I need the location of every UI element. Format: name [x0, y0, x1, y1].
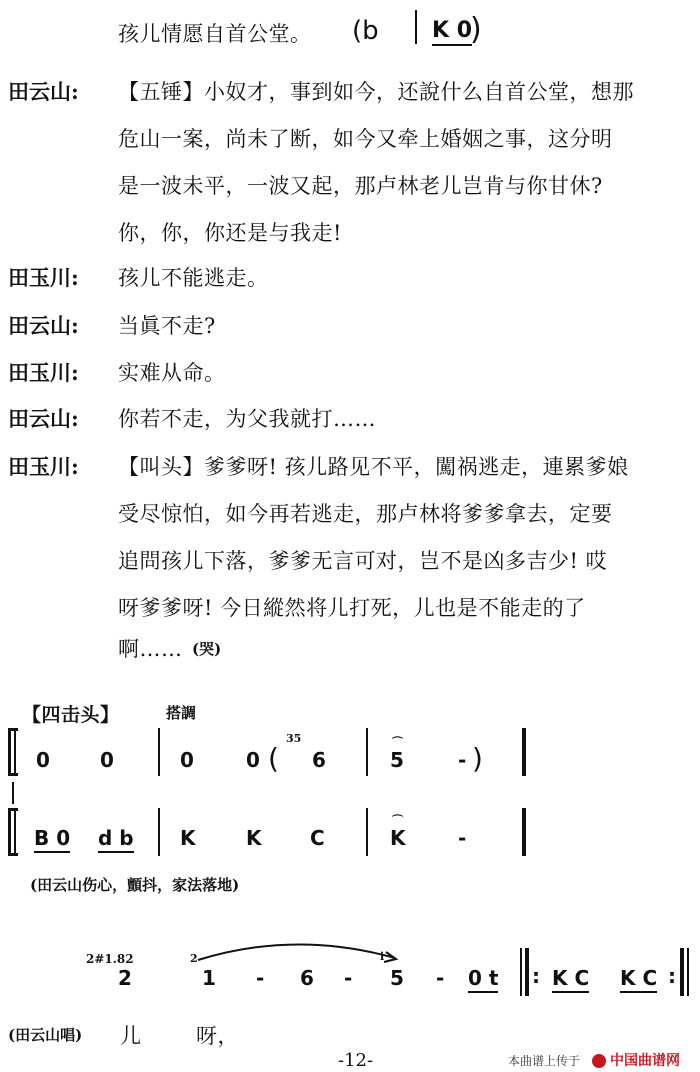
melody-note: 5 [390, 966, 404, 990]
fermata-icon: ⌒ [392, 736, 403, 749]
barline [415, 10, 417, 44]
melody-dash: - [344, 966, 353, 990]
system-bracket [8, 808, 11, 856]
repeat-barline [525, 948, 529, 996]
melody-note: 0 [180, 748, 194, 772]
melody-note: 6 [312, 748, 326, 772]
dialogue-line: 【叫头】爹爹呀! 孩儿路见不平，闖祸逃走，連累爹娘 [118, 455, 629, 479]
repeat-dots-icon: : [668, 964, 676, 988]
barline [158, 728, 160, 776]
lyric: 呀， [196, 1024, 239, 1048]
dialogue-line: 是一波未平，一波又起，那卢林老儿岂肯与你甘休? [118, 174, 603, 198]
end-barline [522, 728, 526, 776]
footer-logo: 中国曲谱网 [610, 1053, 680, 1069]
perc-beat: B 0 [34, 826, 70, 853]
melody-note: 0 [36, 748, 50, 772]
section-note: 搭調 [166, 704, 197, 722]
perc-beat: K C [552, 966, 589, 993]
speaker-label: 田玉川: [8, 265, 79, 290]
perc-dash: - [458, 826, 467, 850]
notation-open: (b [352, 16, 379, 46]
slur-icon [190, 930, 410, 970]
end-barline [522, 808, 526, 856]
stage-direction: (哭) [192, 640, 222, 658]
melody-note: 0 [246, 748, 260, 772]
barline [687, 948, 689, 996]
notation-close: ) [470, 12, 482, 47]
paren-open: ( [268, 742, 279, 775]
system-bracket [8, 773, 18, 776]
dialogue-line: 呀爹爹呀! 今日縱然将儿打死，儿也是不能走的了 [118, 596, 586, 620]
grace-notes: 35 [286, 732, 302, 745]
system-bracket [8, 808, 18, 811]
page-number: -12- [338, 1050, 374, 1071]
melody-dash: - [436, 966, 445, 990]
barline [520, 948, 522, 996]
barline [366, 728, 368, 776]
notation-k0: K 0 [432, 18, 472, 46]
perc-beat: C [310, 826, 325, 850]
section-label: 【四击头】 [22, 704, 120, 726]
system-bracket [8, 728, 18, 731]
paren-close: ) [472, 742, 483, 775]
system-bracket [14, 728, 16, 776]
melody-note: 6 [300, 966, 314, 990]
perc-beat: 0 t [468, 966, 498, 993]
perc-beat: K [390, 826, 406, 850]
dialogue-line: 孩儿不能逃走。 [118, 266, 269, 290]
system-bracket [14, 808, 16, 856]
repeat-dots-icon: : [532, 964, 540, 988]
dialogue-line: 危山一案，尚未了断，如今又牵上婚姻之事，这分明 [118, 127, 613, 151]
dialogue-line: 【五锤】小奴才，事到如今，还說什么自首公堂，想那 [118, 80, 634, 104]
melody-note: 5 [390, 748, 404, 772]
speaker-label: 田云山: [8, 406, 79, 431]
speaker-label: 田玉川: [8, 454, 79, 479]
dialogue-line: 啊…… [118, 637, 183, 661]
system-bracket [8, 853, 18, 856]
dialogue-line: 实难从命。 [118, 361, 226, 385]
perc-beat: d b [98, 826, 134, 853]
speaker-label: 田云山: [8, 313, 79, 338]
fermata-icon: ⌒ [392, 814, 403, 827]
barline [158, 808, 160, 856]
grace-notes: i [380, 950, 385, 963]
melody-note: 1 [202, 966, 216, 990]
stage-direction: (田云山伤心，顫抖，家法落地) [30, 876, 240, 894]
melody-dash: - [458, 748, 467, 772]
melody-note: 2 [118, 966, 132, 990]
dialogue-line: 孩儿情愿自首公堂。 [118, 22, 312, 46]
system-connector [12, 782, 14, 804]
perc-beat: K [246, 826, 262, 850]
perc-beat: K C [620, 966, 657, 993]
melody-note: 0 [100, 748, 114, 772]
dialogue-line: 你若不走，为父我就打…… [118, 407, 376, 431]
lyric: 儿 [120, 1024, 142, 1048]
singer-label: (田云山唱) [8, 1026, 83, 1044]
grace-notes: 2#1.82 [86, 952, 134, 966]
perc-beat: K [180, 826, 196, 850]
grace-notes: 2 [190, 952, 198, 965]
footer-text: 本曲谱上传于 [508, 1054, 581, 1068]
repeat-barline [680, 948, 684, 996]
system-bracket [8, 728, 11, 776]
logo-icon [592, 1050, 606, 1069]
speaker-label: 田玉川: [8, 360, 79, 385]
dialogue-line: 当眞不走? [118, 314, 216, 338]
dialogue-line: 受尽惊怕，如今再若逃走，那卢林将爹爹拿去，定要 [118, 502, 613, 526]
barline [366, 808, 368, 856]
melody-dash: - [256, 966, 265, 990]
dialogue-line: 追問孩儿下落，爹爹无言可对，岂不是凶多吉少! 哎 [118, 549, 608, 573]
dialogue-line: 你，你，你还是与我走! [118, 221, 342, 245]
speaker-label: 田云山: [8, 79, 79, 104]
